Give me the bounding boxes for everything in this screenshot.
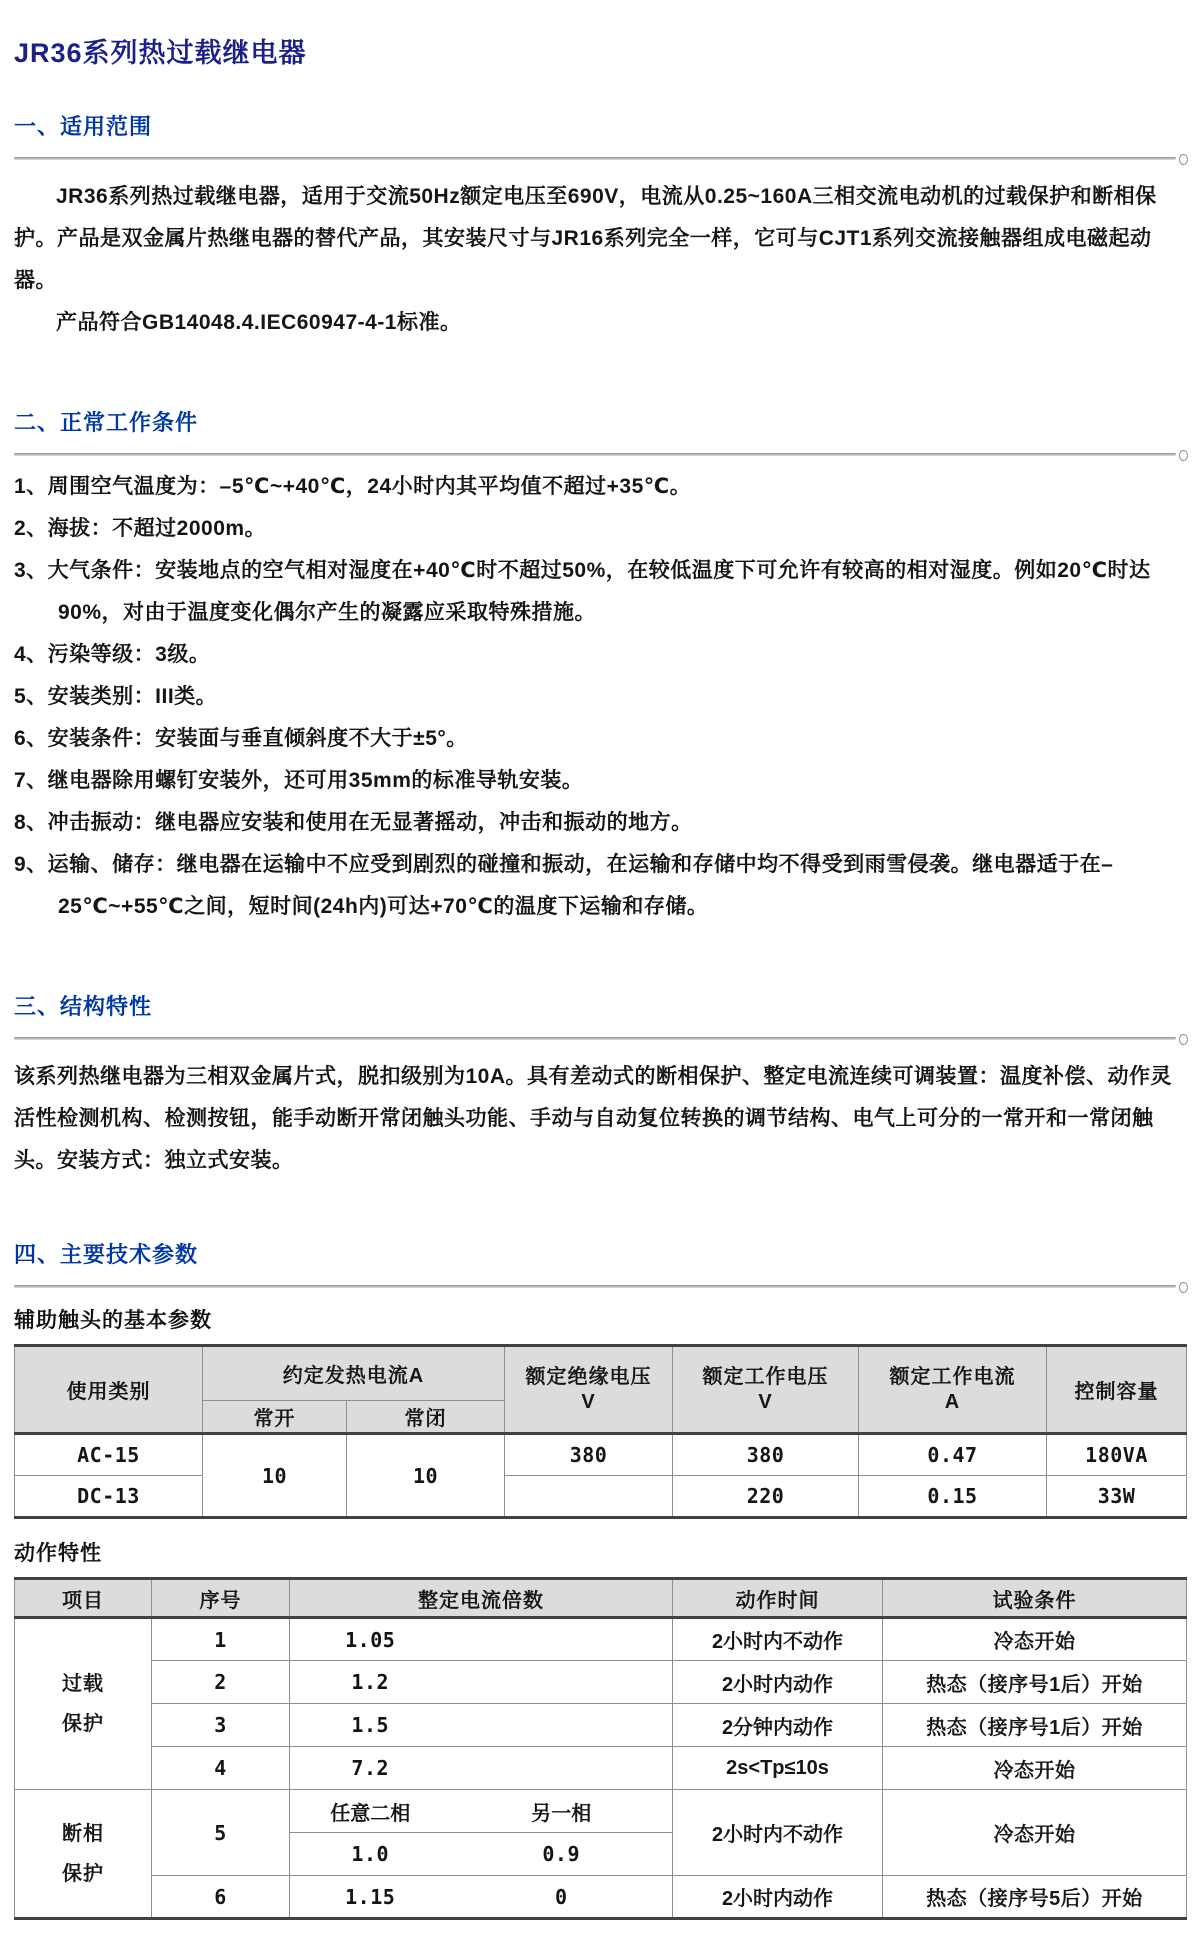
group-phase-failure-protection bbox=[15, 1790, 152, 1919]
list-item-7: 7、继电器除用螺钉安装外，还可用35mm的标准导轨安装。 bbox=[14, 769, 584, 792]
scope-paragraph-1: JR36系列热过载继电器，适用于交流50Hz额定电压至690V，电流从0.25~160A三相交流电动机的过载保护和断相保护。产品是双金属片热继电器的替代产品，其安装尺寸与JR16系列完全一样，它可与CJT1系列交流接触器组成电磁起动器。 bbox=[14, 185, 1157, 292]
scope-paragraph-standard: 产品符合GB14048.4.IEC60947-4-1标准。 bbox=[56, 311, 462, 334]
header-rated-insulation-voltage bbox=[505, 1346, 673, 1434]
header-line-1: 额定工作电流 bbox=[889, 1365, 1016, 1388]
cell-multiple bbox=[290, 1661, 673, 1704]
cell-insulation: 380 bbox=[505, 1434, 673, 1476]
cell-time: 2小时内不动作 bbox=[673, 1790, 883, 1876]
working-conditions-list bbox=[14, 466, 1186, 928]
multiple-value: 1.2 bbox=[351, 1670, 390, 1694]
table-row-2 bbox=[15, 1661, 1187, 1704]
divider-end-circle-icon bbox=[1179, 450, 1188, 461]
header-conventional-heating-current: 约定发热电流A bbox=[203, 1346, 505, 1401]
cell-time: 2小时内动作 bbox=[673, 1661, 883, 1704]
header-unit: V bbox=[758, 1390, 773, 1413]
group-label-line1: 断相 bbox=[62, 1822, 104, 1845]
cell-condition: 热态（接序号1后）开始 bbox=[883, 1661, 1187, 1704]
cell-condition: 冷态开始 bbox=[883, 1618, 1187, 1661]
header-unit: A bbox=[944, 1390, 961, 1413]
group-label-line1: 过载 bbox=[62, 1673, 104, 1695]
cell-no: 3 bbox=[152, 1704, 290, 1747]
header-current-multiple: 整定电流倍数 bbox=[290, 1579, 673, 1618]
header-rated-working-voltage bbox=[673, 1346, 859, 1434]
cell-no: 2 bbox=[152, 1661, 290, 1704]
cell-time: 2分钟内动作 bbox=[673, 1704, 883, 1747]
cell-time: 2小时内动作 bbox=[673, 1876, 883, 1919]
cell-capacity: 180VA bbox=[1047, 1434, 1187, 1476]
header-sequence-no: 序号 bbox=[152, 1579, 290, 1618]
header-normally-open: 常开 bbox=[203, 1401, 347, 1434]
table-row-1 bbox=[15, 1618, 1187, 1661]
header-line-1: 额定绝缘电压 bbox=[525, 1365, 652, 1388]
cell-usage: DC-13 bbox=[15, 1476, 203, 1518]
multiple-value-left: 1.0 bbox=[351, 1842, 390, 1866]
section-divider bbox=[14, 154, 1186, 166]
cell-insulation bbox=[505, 1476, 673, 1518]
divider-line bbox=[14, 1037, 1176, 1040]
section-heading-scope: 一、适用范围 bbox=[14, 114, 153, 139]
cell-current: 0.47 bbox=[859, 1434, 1047, 1476]
multiple-value: 1.05 bbox=[345, 1627, 396, 1652]
section-heading-structure: 三、结构特性 bbox=[14, 994, 153, 1019]
list-item-2: 2、海拔：不超过2000m。 bbox=[14, 517, 267, 540]
multiple-value: 1.5 bbox=[351, 1713, 390, 1737]
cell-usage: AC-15 bbox=[15, 1434, 203, 1476]
cell-multiple-split bbox=[290, 1790, 673, 1876]
cell-multiple bbox=[290, 1704, 673, 1747]
cell-time: 2s<Tp≤10s bbox=[673, 1747, 883, 1790]
multiple-value: 7.2 bbox=[351, 1756, 390, 1780]
table-row-3 bbox=[15, 1704, 1187, 1747]
header-rated-working-current bbox=[859, 1346, 1047, 1434]
cell-multiple bbox=[290, 1747, 673, 1790]
cell-multiple bbox=[290, 1618, 673, 1661]
cell-no: 6 bbox=[152, 1876, 290, 1919]
list-item-6: 6、安装条件：安装面与垂直倾斜度不大于±5°。 bbox=[14, 727, 468, 750]
cell-no: 4 bbox=[152, 1747, 290, 1790]
divider-end-circle-icon bbox=[1179, 154, 1188, 165]
section-divider bbox=[14, 450, 1186, 462]
list-item-8: 8、冲击振动：继电器应安装和使用在无显著摇动，冲击和振动的地方。 bbox=[14, 811, 693, 834]
section-heading-working-conditions: 二、正常工作条件 bbox=[14, 410, 199, 435]
table-row-ac15 bbox=[15, 1434, 1187, 1476]
action-characteristics-title: 动作特性 bbox=[14, 1542, 102, 1565]
page-title: JR36系列热过载继电器 bbox=[14, 38, 307, 68]
cell-voltage: 220 bbox=[673, 1476, 859, 1518]
divider-line bbox=[14, 157, 1176, 160]
cell-capacity: 33W bbox=[1047, 1476, 1187, 1518]
subheader-other-phase: 另一相 bbox=[531, 1802, 592, 1825]
structure-paragraph: 该系列热继电器为三相双金属片式，脱扣级别为10A。具有差动式的断相保护、整定电流连续可调装置：温度补偿、动作灵活性检测机构、检测按钮，能手动断开常闭触头功能、手动与自动复位转换的调节结构、电气上可分的一常开和一常闭触头。安装方式：独立式安装。 bbox=[14, 1065, 1173, 1172]
section-heading-parameters: 四、主要技术参数 bbox=[14, 1242, 199, 1267]
cell-heat-nc: 10 bbox=[347, 1434, 505, 1518]
action-characteristics-table bbox=[14, 1577, 1187, 1920]
aux-contacts-table-title: 辅助触头的基本参数 bbox=[14, 1309, 212, 1332]
split-value-row bbox=[290, 1885, 672, 1909]
table-row-5 bbox=[15, 1790, 1187, 1876]
divider-end-circle-icon bbox=[1179, 1034, 1188, 1045]
header-item: 项目 bbox=[15, 1579, 152, 1618]
list-item-3: 3、大气条件：安装地点的空气相对湿度在+40℃时不超过50%，在较低温度下可允许有较高的相对湿度。例如20℃时达90%，对由于温度变化偶尔产生的凝露应采取特殊措施。 bbox=[14, 559, 1151, 624]
list-item-4: 4、污染等级：3级。 bbox=[14, 643, 211, 666]
split-value-row bbox=[290, 1833, 672, 1875]
table-row-dc13 bbox=[15, 1476, 1187, 1518]
header-action-time: 动作时间 bbox=[673, 1579, 883, 1618]
header-normally-closed: 常闭 bbox=[347, 1401, 505, 1434]
multiple-value-right: 0.9 bbox=[542, 1842, 581, 1866]
split-subheader-row bbox=[290, 1790, 672, 1833]
subheader-any-two-phases: 任意二相 bbox=[330, 1802, 411, 1825]
group-label-line2: 保护 bbox=[62, 1862, 104, 1885]
cell-condition: 热态（接序号5后）开始 bbox=[883, 1876, 1187, 1919]
divider-line bbox=[14, 1285, 1176, 1288]
cell-no: 1 bbox=[152, 1618, 290, 1661]
header-control-capacity: 控制容量 bbox=[1047, 1346, 1187, 1434]
list-item-5: 5、安装类别：III类。 bbox=[14, 685, 218, 708]
header-test-condition: 试验条件 bbox=[883, 1579, 1187, 1618]
cell-condition: 冷态开始 bbox=[883, 1790, 1187, 1876]
divider-end-circle-icon bbox=[1179, 1282, 1188, 1293]
section-divider bbox=[14, 1034, 1186, 1046]
section-divider bbox=[14, 1282, 1186, 1294]
cell-current: 0.15 bbox=[859, 1476, 1047, 1518]
multiple-value-left: 1.15 bbox=[345, 1884, 396, 1909]
cell-voltage: 380 bbox=[673, 1434, 859, 1476]
aux-contacts-table bbox=[14, 1344, 1187, 1519]
structure-paragraphs bbox=[14, 1056, 1186, 1182]
header-unit: V bbox=[581, 1390, 596, 1413]
cell-heat-no: 10 bbox=[203, 1434, 347, 1518]
list-item-1: 1、周围空气温度为：–5℃~+40℃，24小时内其平均值不超过+35℃。 bbox=[14, 475, 692, 498]
table-row-6 bbox=[15, 1876, 1187, 1919]
header-usage-category: 使用类别 bbox=[15, 1346, 203, 1434]
multiple-value-right: 0 bbox=[554, 1884, 568, 1909]
cell-multiple bbox=[290, 1876, 673, 1919]
cell-condition: 热态（接序号1后）开始 bbox=[883, 1704, 1187, 1747]
group-overload-protection bbox=[15, 1618, 152, 1790]
list-item-9: 9、运输、储存：继电器在运输中不应受到剧烈的碰撞和振动，在运输和存储中均不得受到雨雪侵袭。继电器适于在–25℃~+55℃之间，短时间(24h内)可达+70℃的温度下运输和存储。 bbox=[14, 853, 1114, 918]
scope-paragraphs bbox=[14, 176, 1186, 344]
cell-time: 2小时内不动作 bbox=[673, 1618, 883, 1661]
table-row-4 bbox=[15, 1747, 1187, 1790]
header-line-1: 额定工作电压 bbox=[702, 1365, 829, 1388]
cell-condition: 冷态开始 bbox=[883, 1747, 1187, 1790]
cell-no: 5 bbox=[152, 1790, 290, 1876]
group-label-line2: 保护 bbox=[62, 1713, 104, 1735]
divider-line bbox=[14, 453, 1176, 456]
